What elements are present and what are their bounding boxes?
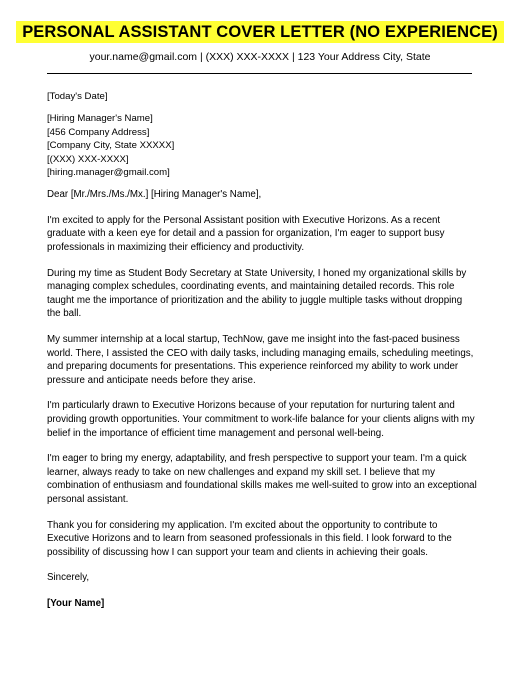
paragraph-value: I'm eager to bring my energy, adaptability, and fresh perspective to support your team. I'm a quick learner, always ready to take on new challenges and expand my skill set. I believe that my combination of enthusiasm and foundational skills makes me well-suited to grow into an exceptional personal assistant. [47,453,477,505]
signature: [Your Name] [47,597,105,609]
letter-body [47,90,477,610]
paragraph-internship: My summer internship at a local startup, TechNow, gave me insight into the fast-paced business world. There, I assisted the CEO with daily tasks, including managing emails, scheduling meetings, and preparing documents for presentations. This experience reinforced my ability to work under pressure and anticipate needs before they arise. [47,334,474,386]
recipient-city-state: [Company City, State XXXXX] [47,140,175,152]
paragraph-thanks: Thank you for considering my application. I'm excited about the opportunity to contribute to Executive Horizons and to learn from seasoned professionals in this field. I look forward to the possibility of discussing how I can support your team and clients in achieving their goals. [47,519,452,558]
recipient-phone: [(XXX) XXX-XXXX] [47,153,129,165]
salutation: Dear [Mr./Mrs./Ms./Mx.] [Hiring Manager's Name], [47,189,262,201]
closing: Sincerely, [47,572,90,584]
recipient-name: [Hiring Manager's Name] [47,113,153,125]
date-line: [Today's Date] [47,91,108,102]
document-title: PERSONAL ASSISTANT COVER LETTER (NO EXPERIENCE) [16,21,504,43]
recipient-street: [456 Company Address] [47,126,150,138]
paragraph-company-fit: I'm particularly drawn to Executive Horizons because of your reputation for nurturing talent and providing growth opportunities. Your commitment to work-life balance for your clients aligns with my belief in the importance of efficient time management and personal well-being. [47,400,475,439]
paragraph-intro: I'm excited to apply for the Personal Assistant position with Executive Horizons. As a recent graduate with a keen eye for detail and a passion for organization, I'm eager to support busy professionals in maximizing their efficiency and productivity. [47,214,445,254]
recipient-email: [hiring.manager@gmail.com] [47,167,170,179]
contact-line: your.name@gmail.com | (XXX) XXX-XXXX | 123 Your Address City, State [89,51,431,63]
recipient-address-block [47,112,477,179]
paragraph-experience: During my time as Student Body Secretary at State University, I honed my organizational skills by managing complex schedules, coordinating events, and maintaining detailed records. This role taught me the importance of prioritization and the ability to juggle multiple tasks without dropping the ball. [47,267,467,320]
header-divider [47,73,472,74]
title-container [0,21,520,43]
